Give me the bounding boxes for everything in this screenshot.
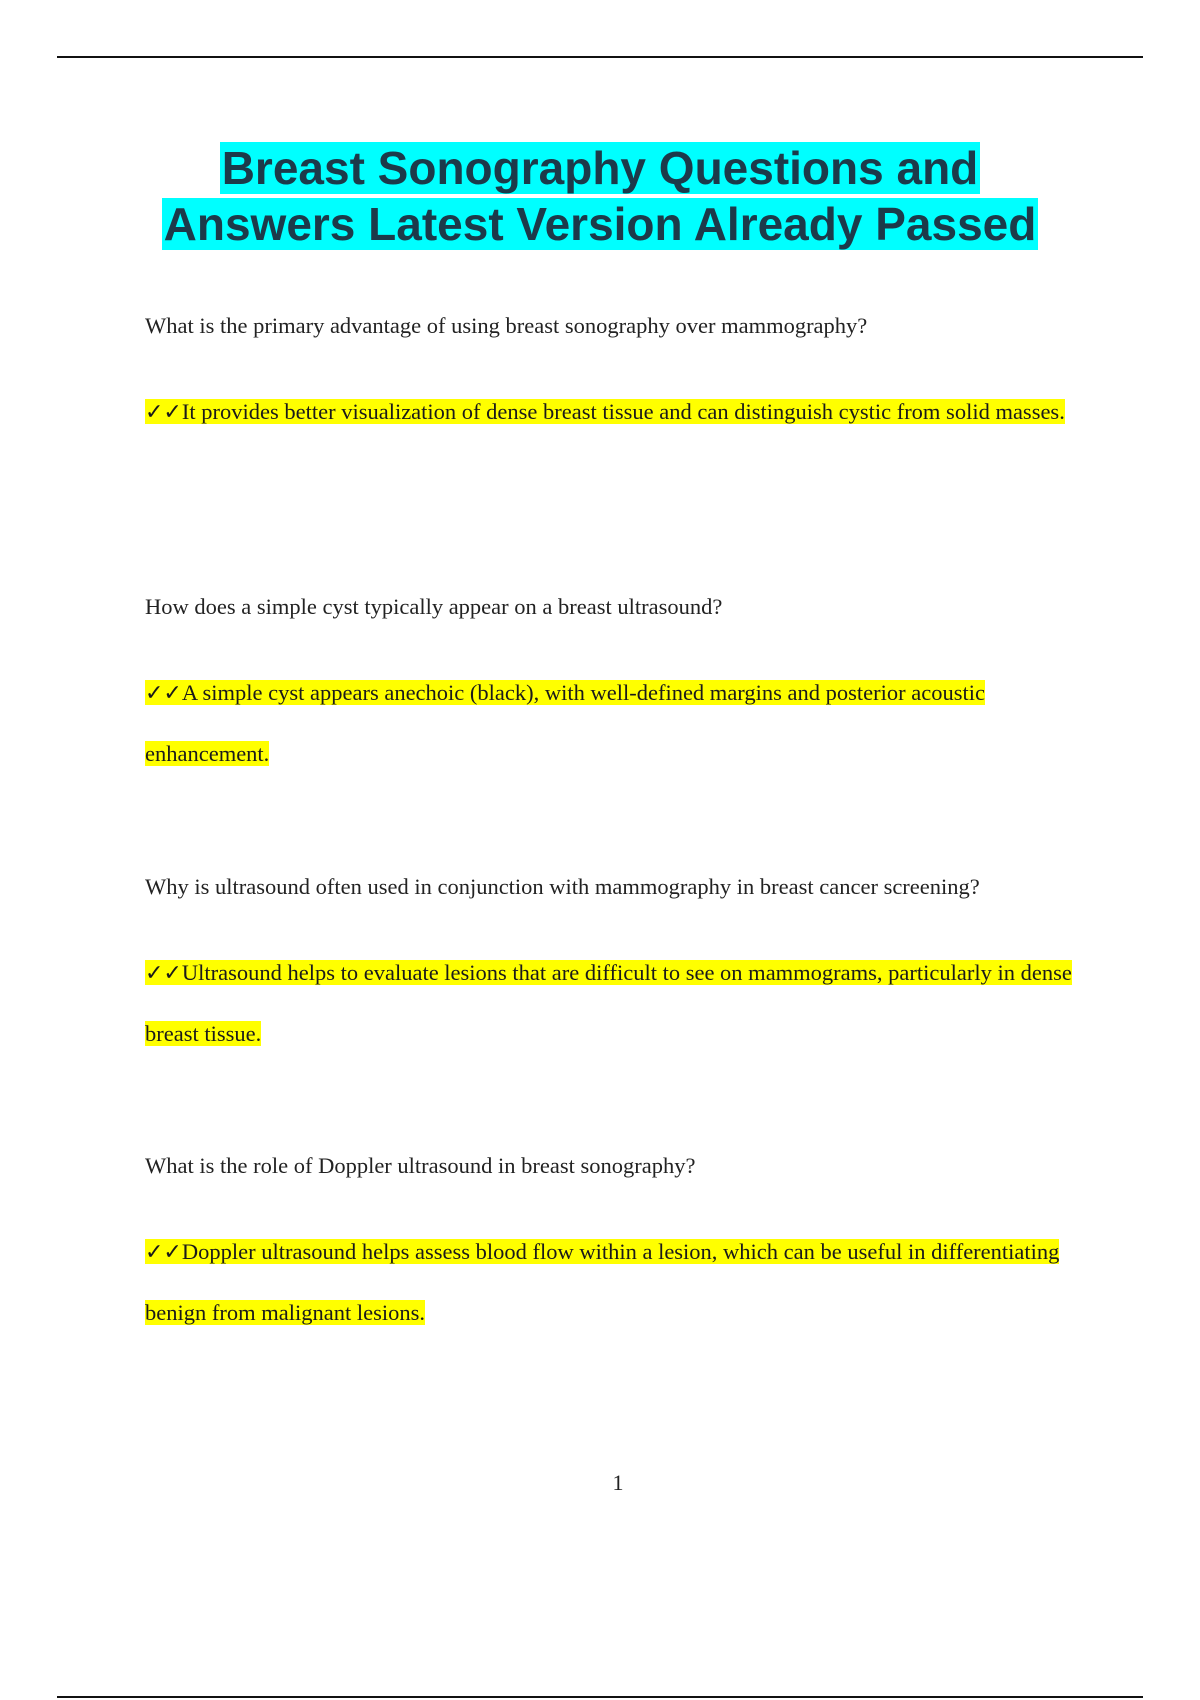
question-text: What is the role of Doppler ultrasound in breast sonography?: [145, 1153, 696, 1178]
qa-item: [145, 310, 1105, 443]
answer-block: [145, 943, 1105, 1064]
answer-block: [145, 663, 1105, 784]
question-text: What is the primary advantage of using breast sonography over mammography?: [145, 313, 868, 338]
title-line-1: Breast Sonography Questions and: [221, 142, 979, 194]
checkmark-icon: ✓✓: [145, 1240, 182, 1265]
document-title: [60, 140, 1140, 252]
qa-item: [145, 1150, 1105, 1343]
page-number: 1: [612, 1470, 624, 1495]
qa-item: [145, 871, 1105, 1064]
qa-item: [145, 591, 1105, 784]
answer-text: Doppler ultrasound helps assess blood flow within a lesion, which can be useful in differentiating benign from malignant lesions.: [145, 1239, 1060, 1325]
title-line-2: Answers Latest Version Already Passed: [163, 198, 1037, 250]
question-text: Why is ultrasound often used in conjunction with mammography in breast cancer screening?: [145, 874, 980, 899]
question-text: How does a simple cyst typically appear on a breast ultrasound?: [145, 594, 723, 619]
answer-text: It provides better visualization of dense breast tissue and can distinguish cystic from solid masses.: [181, 399, 1065, 424]
answer-text: Ultrasound helps to evaluate lesions that are difficult to see on mammograms, particularly in dense breast tissue.: [145, 960, 1072, 1046]
answer-text: A simple cyst appears anechoic (black), with well-defined margins and posterior acoustic enhancement.: [145, 680, 985, 766]
answer-block: [145, 382, 1105, 443]
header-rule: [57, 56, 1143, 58]
footer-rule: [57, 1696, 1143, 1698]
checkmark-icon: ✓✓: [145, 400, 182, 425]
checkmark-icon: ✓✓: [145, 681, 182, 706]
answer-block: [145, 1222, 1105, 1343]
checkmark-icon: ✓✓: [145, 961, 182, 986]
